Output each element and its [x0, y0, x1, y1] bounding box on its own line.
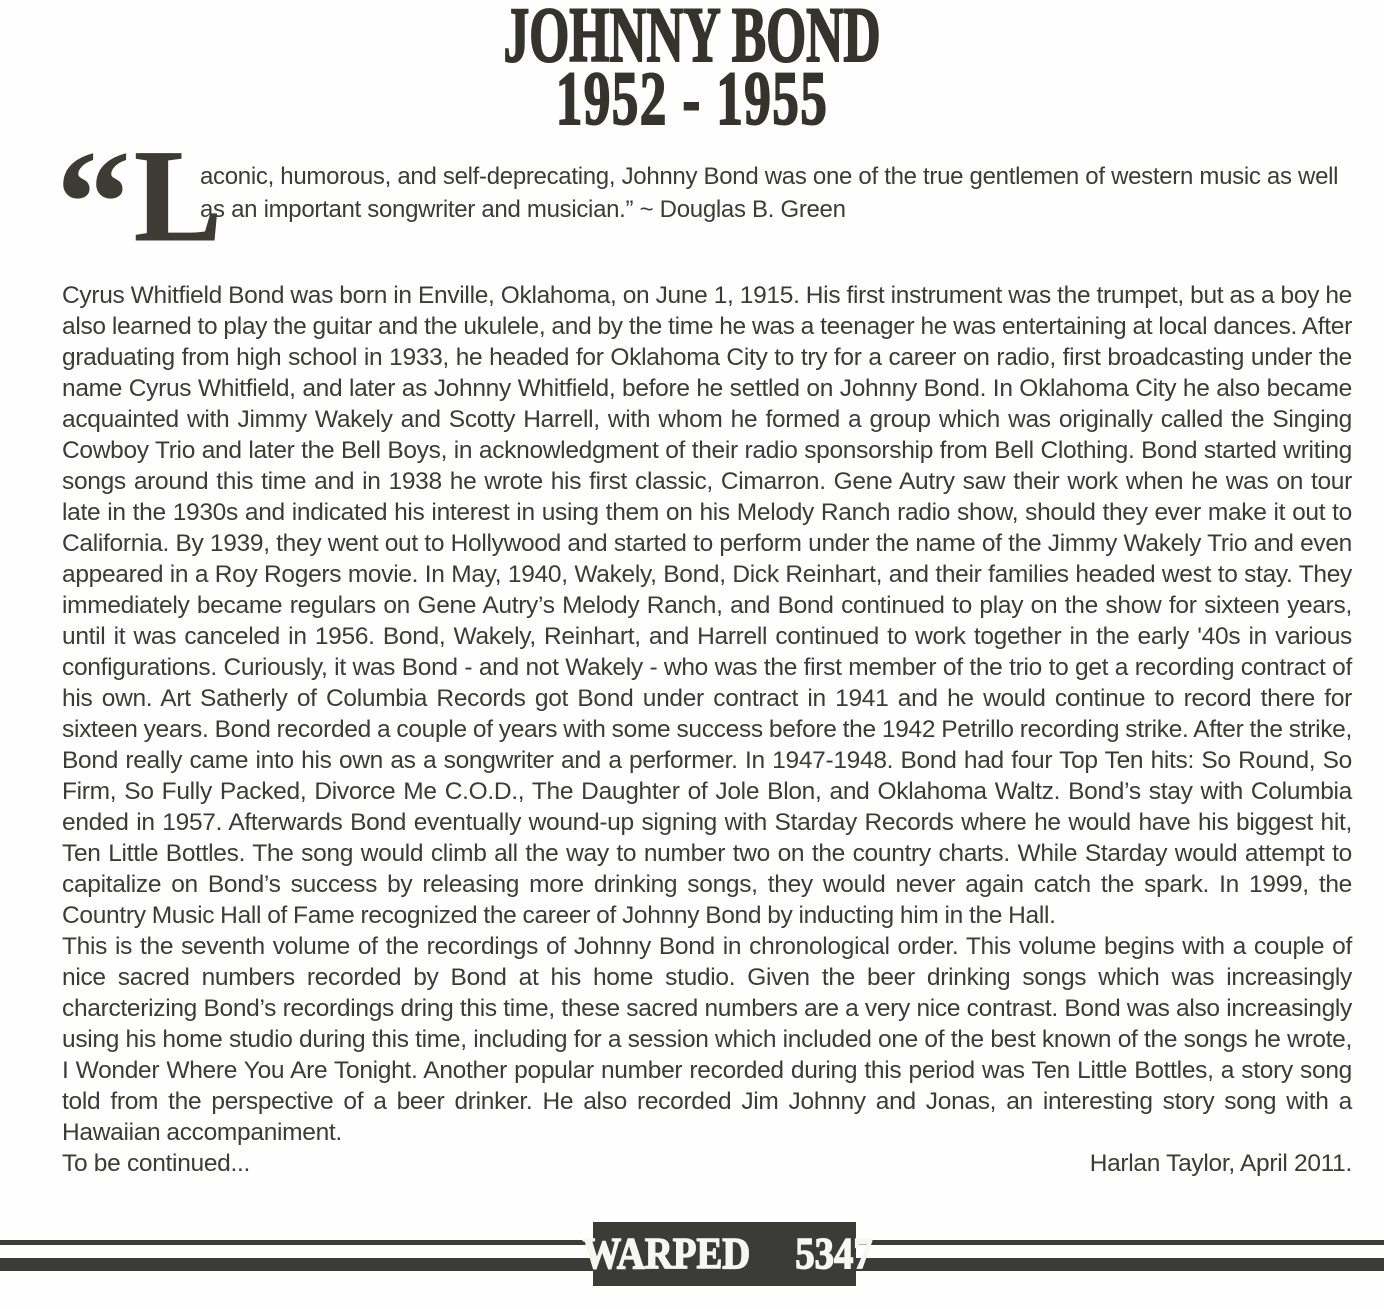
volume-notes-paragraph: This is the seventh volume of the recordings of Johnny Bond in chronological order. This volume begins with a couple of nice sacred numbers recorded by Bond at his home studio. Given the beer drinking songs which was increasingly charcterizing Bond’s recordings dring this time, these sacred numbers are a very nice contrast. Bond was also increasingly using his home studio during this time, including for a session which included one of the best known of the songs he wrote, I Wonder Where You Are Tonight. Another popular number recorded during this period was Ten Little Bottles, a story song told from the perspective of a beer drinker. He also recorded Jim Johnny and Jonas, an interesting story song with a Hawaiian accompaniment. [62, 933, 1352, 1146]
record-label-badge [582, 1222, 873, 1286]
sign-off-row [62, 1148, 1352, 1179]
to-be-continued-text: To be continued... [62, 1150, 251, 1177]
pull-quote [56, 120, 1352, 286]
author-byline: Harlan Taylor, April 2011. [1089, 1150, 1352, 1177]
masthead [0, 0, 1384, 141]
catalog-number: 5347 [795, 1229, 873, 1278]
open-quote-mark: “ [56, 120, 131, 286]
biography-paragraph: Cyrus Whitfield Bond was born in Enville, Oklahoma, on June 1, 1915. His first instrument was the trumpet, but as a boy he also learned to play the guitar and the ukulele, and by the time he was a teenager he was entertaining at local dances. After graduating from high school in 1933, he headed for Oklahoma City to try for a career on radio, first broadcasting under the name Cyrus Whitfield, and later as Johnny Whitfield, before he settled on Johnny Bond. In Oklahoma City he also became acquainted with Jimmy Wakely and Scotty Harrell, with whom he formed a group which was originally called the Singing Cowboy Trio and later the Bell Boys, in acknowledgment of their radio sponsorship from Bell Clothing. Bond started writing songs around this time and in 1938 he wrote his first classic, Cimarron. Gene Autry saw their work when he was on tour late in the 1930s and indicated his interest in using them on his Melody Ranch radio show, should they ever make it out to California. By 1939, they went out to Hollywood and started to perform under the name of the Jimmy Wakely Trio and even appeared in a Roy Rogers movie. In May, 1940, Wakely, Bond, Dick Reinhart, and their families headed west to stay. They immediately became regulars on Gene Autry’s Melody Ranch, and Bond continued to play on the show for sixteen years, until it was canceled in 1956. Bond, Wakely, Reinhart, and Harrell continued to work together in the early '40s in various configurations. Curiously, it was Bond - and not Wakely - who was the first member of the trio to get a recording contract of his own. Art Satherly of Columbia Records got Bond under contract in 1941 and he would continue to record there for sixteen years. Bond recorded a couple of years with some success before the 1942 Petrillo recording strike. After the strike, Bond really came into his own as a songwriter and a performer. In 1947-1948. Bond had four Top Ten hits: So Round, So Firm, So Fully Packed, Divorce Me C.O.D., The Daughter of Jole Blon, and Oklahoma Waltz. Bond’s stay with Columbia ended in 1957. Afterwards Bond eventually wound-up signing with Starday Records where he would have his biggest hit, Ten Little Bottles. The song would climb all the way to number two on the country charts. While Starday would attempt to capitalize on Bond’s success by releasing more drinking songs, they would never again catch the spark. In 1999, the Country Music Hall of Fame recognized the career of Johnny Bond by inducting him in the Hall. [62, 282, 1352, 929]
label-name: WARPED [582, 1229, 751, 1278]
drop-cap-letter: L [134, 122, 223, 269]
album-title: JOHNNY BOND [503, 0, 881, 78]
album-years: 1952 - 1955 [555, 57, 829, 141]
quote-text: aconic, humorous, and self-deprecating, Johnny Bond was one of the true gentlemen of western music as well as an important songwriter and musician.” ~ Douglas B. Green [200, 163, 1339, 223]
article-body [0, 274, 1384, 1148]
